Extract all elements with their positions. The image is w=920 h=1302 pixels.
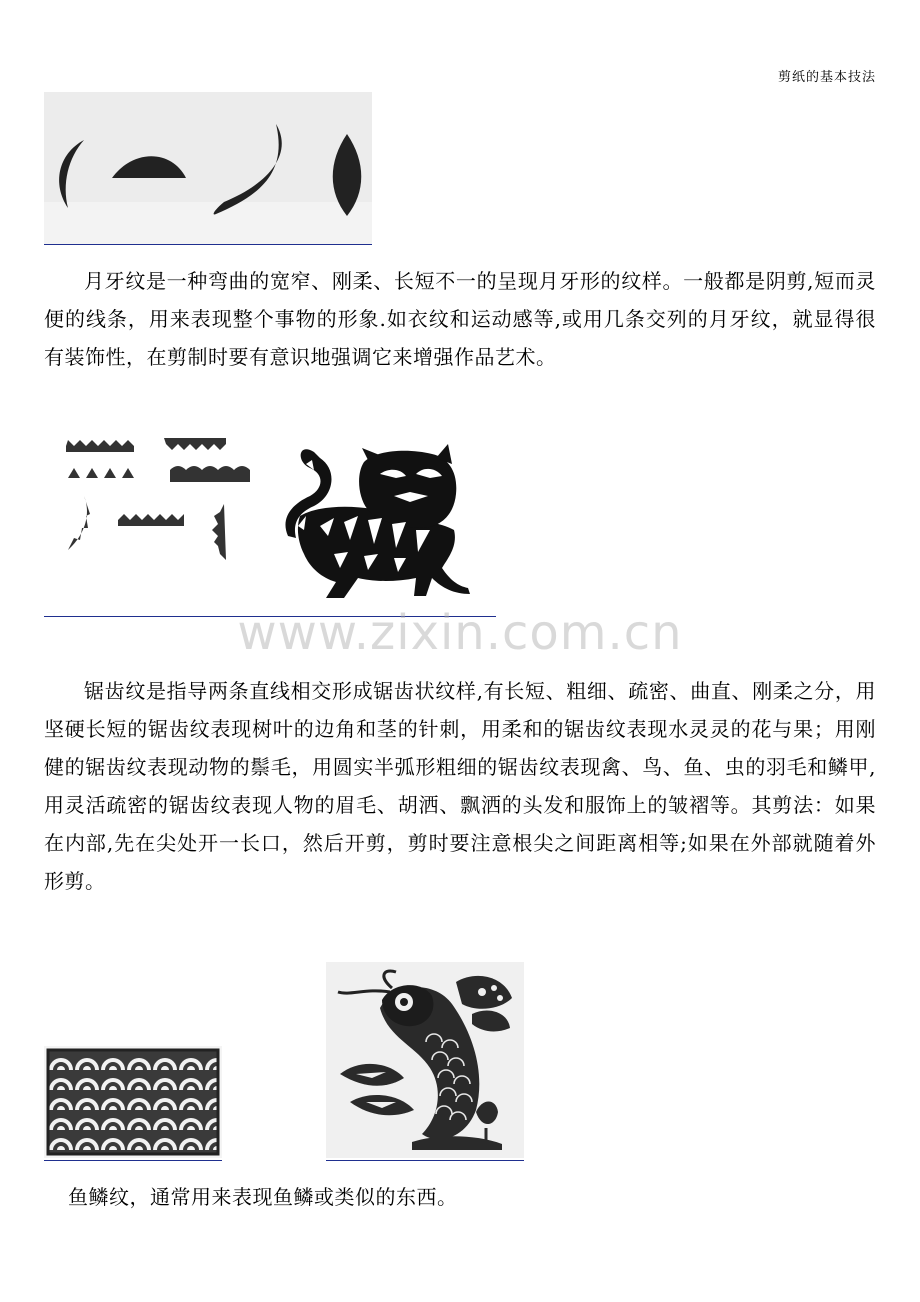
fish-scale-pattern-illustration bbox=[44, 1046, 222, 1158]
sawtooth-pattern-and-tiger-papercut-illustration bbox=[44, 418, 496, 616]
site-watermark: www.zixin.com.cn bbox=[237, 605, 683, 661]
document-header-title: 剪纸的基本技法 bbox=[777, 70, 876, 85]
crescent-pattern-illustration bbox=[44, 92, 372, 244]
crescent-pattern-paragraph: 月牙纹是一种弯曲的宽窄、刚柔、长短不一的呈现月牙形的纹样。一般都是阴剪,短而灵便的线条，用来表现整个事物的形象.如衣纹和运动感等,或用几条交列的月牙纹，就显得很有装饰性，在剪制时要有意识地强调它来增强作品艺术。 bbox=[44, 269, 876, 369]
figure-link-underline bbox=[326, 1160, 524, 1161]
fish-scale-pattern-caption: 鱼鳞纹，通常用来表现鱼鳞或类似的东西。 bbox=[68, 1185, 458, 1209]
figure-link-underline bbox=[44, 1160, 222, 1161]
sawtooth-pattern-paragraph: 锯齿纹是指导两条直线相交形成锯齿状纹样,有长短、粗细、疏密、曲直、刚柔之分，用坚硬长短的锯齿纹表现树叶的边角和茎的针刺，用柔和的锯齿纹表现水灵灵的花与果；用刚健的锯齿纹表现动物的鬃毛，用圆实半弧形粗细的锯齿纹表现禽、鸟、鱼、虫的羽毛和鳞甲,用灵活疏密的锯齿纹表现人物的眉毛、胡洒、飘洒的头发和服饰上的皱褶等。其剪法：如果在内部,先在尖处开一长口，然后开剪，剪时要注意根尖之间距离相等;如果在外部就随着外形剪。 bbox=[44, 679, 876, 893]
carp-papercut-illustration bbox=[326, 962, 524, 1158]
figure-link-underline bbox=[44, 244, 372, 245]
